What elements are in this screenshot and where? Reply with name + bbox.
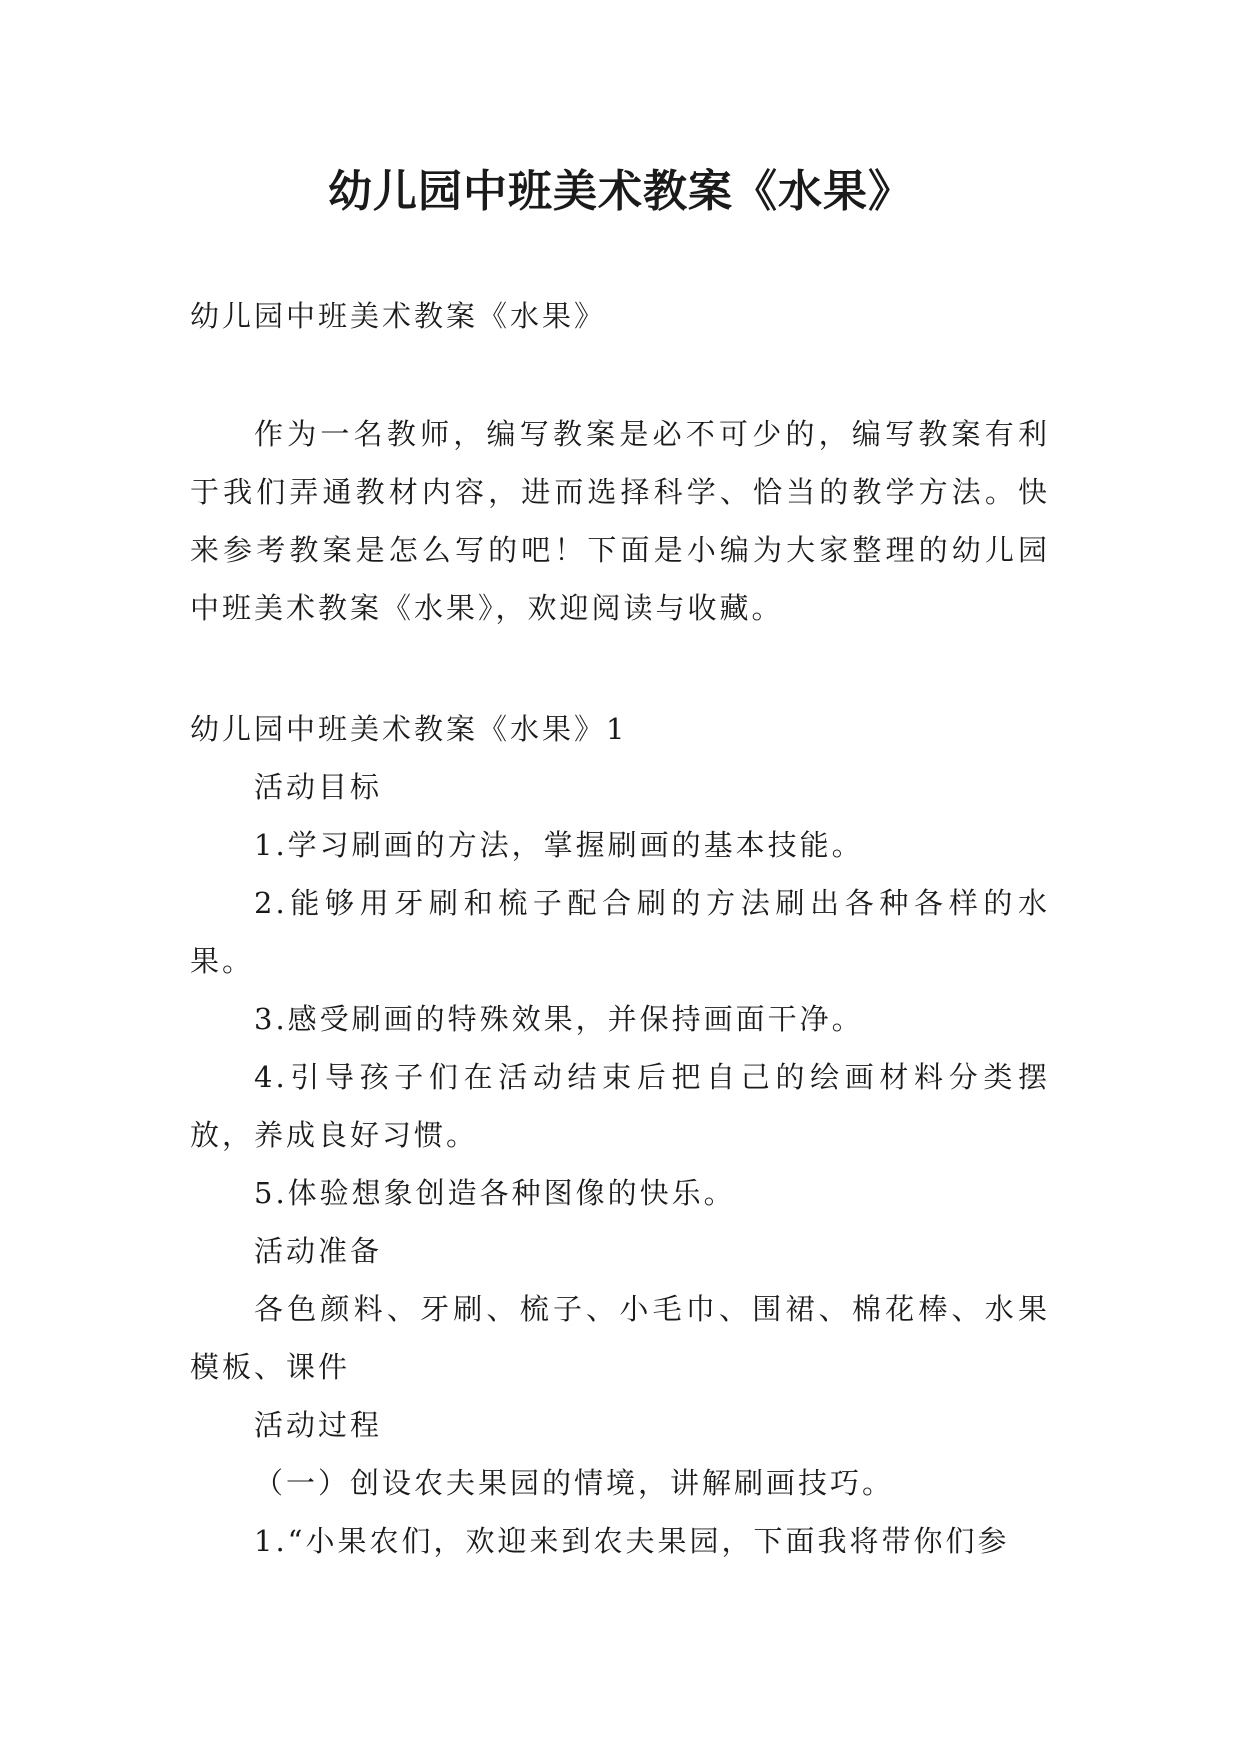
goal-item: 1.学习刷画的方法，掌握刷画的基本技能。: [254, 828, 864, 862]
process-step: 1.“小果农们，欢迎来到农夫果园，下面我将带你们参: [254, 1524, 1010, 1558]
lesson-content: [190, 700, 1050, 1570]
heading-activity-goals: 活动目标: [254, 770, 383, 804]
goal-item: 3.感受刷画的特殊效果，并保持画面干净。: [254, 1002, 864, 1036]
goal-item: 4.引导孩子们在活动结束后把自己的绘画材料分类摆放，养成良好习惯。: [190, 1060, 1050, 1152]
heading-activity-process: 活动过程: [254, 1408, 383, 1442]
goal-item: 5.体验想象创造各种图像的快乐。: [254, 1176, 736, 1210]
intro-paragraph: 作为一名教师，编写教案是必不可少的，编写教案有利于我们弄通教材内容，进而选择科学、恰当的教学方法。快来参考教案是怎么写的吧！下面是小编为大家整理的幼儿园中班美术教案《水果》，欢迎阅读与收藏。: [190, 417, 1050, 625]
process-step: （一）创设农夫果园的情境，讲解刷画技巧。: [254, 1466, 895, 1500]
goal-item: 2.能够用牙刷和梳子配合刷的方法刷出各种各样的水果。: [190, 886, 1050, 978]
heading-activity-preparation: 活动准备: [254, 1234, 383, 1268]
materials-list: 各色颜料、牙刷、梳子、小毛巾、围裙、棉花棒、水果模板、课件: [190, 1292, 1050, 1384]
section-title: 幼儿园中班美术教案《水果》1: [190, 712, 628, 746]
document-title: 幼儿园中班美术教案《水果》: [328, 166, 913, 217]
document-subtitle: 幼儿园中班美术教案《水果》: [190, 299, 607, 333]
